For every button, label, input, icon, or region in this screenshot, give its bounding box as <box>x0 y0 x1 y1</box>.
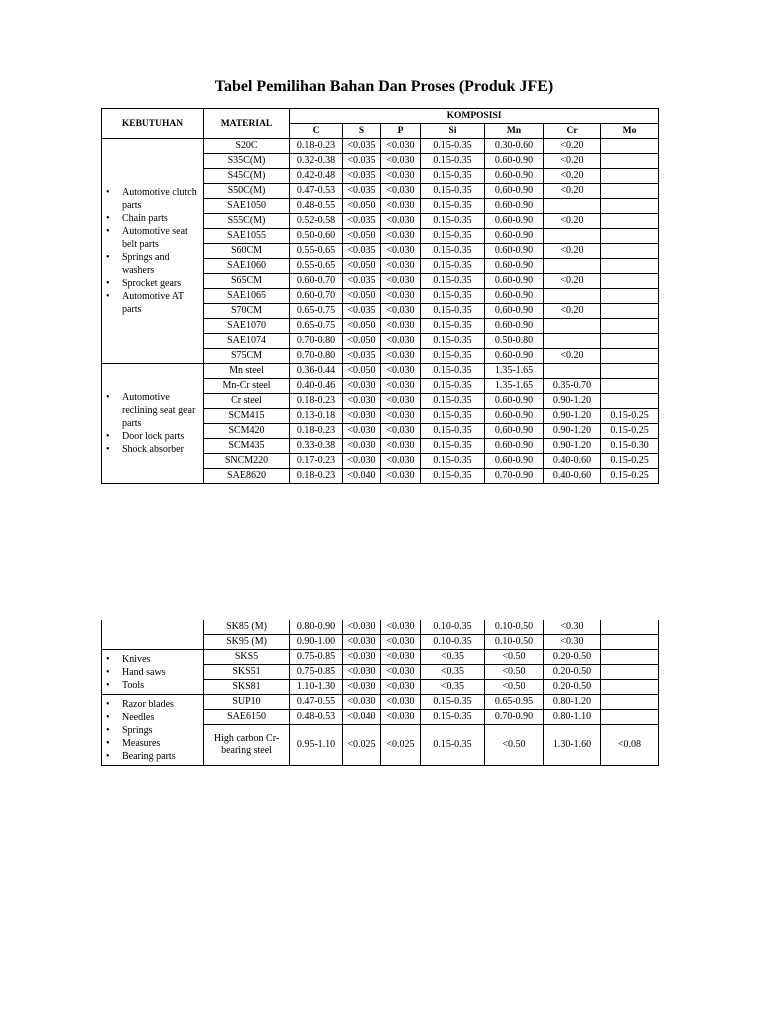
material-cell: SAE1055 <box>204 229 290 244</box>
cr-cell: <0.20 <box>544 244 601 259</box>
header-cr: Cr <box>544 124 601 139</box>
cr-cell: <0.20 <box>544 304 601 319</box>
mo-cell: 0.15-0.25 <box>601 424 659 439</box>
material-table-2 <box>101 620 659 766</box>
mo-cell <box>601 259 659 274</box>
mn-cell: <0.50 <box>485 650 544 665</box>
cr-cell <box>544 319 601 334</box>
mo-cell <box>601 184 659 199</box>
material-cell: S45C(M) <box>204 169 290 184</box>
si-cell: 0.15-0.35 <box>421 334 485 349</box>
mo-cell <box>601 710 659 725</box>
needs-item: • Automotive clutch parts <box>106 186 203 212</box>
mo-cell <box>601 620 659 635</box>
p-cell: <0.030 <box>381 274 421 289</box>
p-cell: <0.030 <box>381 439 421 454</box>
material-cell: SK85 (M) <box>204 620 290 635</box>
c-cell: 0.18-0.23 <box>290 394 343 409</box>
cr-cell <box>544 364 601 379</box>
cr-cell: <0.30 <box>544 620 601 635</box>
c-cell: 0.18-0.23 <box>290 469 343 484</box>
material-cell: S55C(M) <box>204 214 290 229</box>
material-cell: SAE1065 <box>204 289 290 304</box>
mn-cell: <0.50 <box>485 725 544 766</box>
si-cell: 0.15-0.35 <box>421 154 485 169</box>
header-si: Si <box>421 124 485 139</box>
material-cell: High carbon Cr-bearing steel <box>204 725 290 766</box>
table1-body <box>102 139 659 484</box>
needs-cell <box>102 695 204 766</box>
cr-cell: 0.20-0.50 <box>544 650 601 665</box>
si-cell: 0.15-0.35 <box>421 304 485 319</box>
p-cell: <0.030 <box>381 635 421 650</box>
c-cell: 0.95-1.10 <box>290 725 343 766</box>
mo-cell: <0.08 <box>601 725 659 766</box>
s-cell: <0.035 <box>343 304 381 319</box>
p-cell: <0.030 <box>381 394 421 409</box>
mo-cell: 0.15-0.25 <box>601 469 659 484</box>
c-cell: 1.10-1.30 <box>290 680 343 695</box>
material-cell: Cr steel <box>204 394 290 409</box>
material-cell: S20C <box>204 139 290 154</box>
needs-cell <box>102 364 204 484</box>
needs-item: • Springs <box>106 724 203 737</box>
cr-cell: <0.20 <box>544 184 601 199</box>
cr-cell: <0.20 <box>544 154 601 169</box>
mn-cell: 0.60-0.90 <box>485 169 544 184</box>
c-cell: 0.36-0.44 <box>290 364 343 379</box>
s-cell: <0.030 <box>343 424 381 439</box>
p-cell: <0.030 <box>381 695 421 710</box>
mo-cell <box>601 274 659 289</box>
material-cell: S75CM <box>204 349 290 364</box>
material-cell: SAE1050 <box>204 199 290 214</box>
c-cell: 0.48-0.55 <box>290 199 343 214</box>
si-cell: 0.15-0.35 <box>421 184 485 199</box>
header-mn: Mn <box>485 124 544 139</box>
cr-cell: 0.90-1.20 <box>544 409 601 424</box>
si-cell: <0.35 <box>421 680 485 695</box>
needs-item: • Tools <box>106 679 203 692</box>
material-cell: S70CM <box>204 304 290 319</box>
p-cell: <0.030 <box>381 214 421 229</box>
mo-cell <box>601 695 659 710</box>
c-cell: 0.65-0.75 <box>290 304 343 319</box>
header-s: S <box>343 124 381 139</box>
si-cell: 0.15-0.35 <box>421 439 485 454</box>
si-cell: 0.15-0.35 <box>421 409 485 424</box>
c-cell: 0.33-0.38 <box>290 439 343 454</box>
s-cell: <0.030 <box>343 695 381 710</box>
cr-cell: 1.30-1.60 <box>544 725 601 766</box>
table2-body <box>102 620 659 766</box>
s-cell: <0.030 <box>343 665 381 680</box>
c-cell: 0.65-0.75 <box>290 319 343 334</box>
needs-item: • Chain parts <box>106 212 203 225</box>
mo-cell <box>601 244 659 259</box>
material-cell: S65CM <box>204 274 290 289</box>
needs-item: • Door lock parts <box>106 430 203 443</box>
cr-cell: <0.30 <box>544 635 601 650</box>
mn-cell: 0.60-0.90 <box>485 274 544 289</box>
table-row <box>102 650 659 665</box>
c-cell: 0.40-0.46 <box>290 379 343 394</box>
material-cell: Mn steel <box>204 364 290 379</box>
mn-cell: 0.60-0.90 <box>485 214 544 229</box>
c-cell: 0.75-0.85 <box>290 650 343 665</box>
c-cell: 0.60-0.70 <box>290 274 343 289</box>
p-cell: <0.030 <box>381 229 421 244</box>
table-row <box>102 364 659 379</box>
mo-cell: 0.15-0.30 <box>601 439 659 454</box>
c-cell: 0.55-0.65 <box>290 259 343 274</box>
c-cell: 0.17-0.23 <box>290 454 343 469</box>
material-cell: S50C(M) <box>204 184 290 199</box>
cr-cell: <0.20 <box>544 139 601 154</box>
cr-cell: 0.35-0.70 <box>544 379 601 394</box>
mn-cell: 0.70-0.90 <box>485 710 544 725</box>
si-cell: 0.15-0.35 <box>421 454 485 469</box>
mo-cell <box>601 154 659 169</box>
mn-cell: 0.60-0.90 <box>485 319 544 334</box>
si-cell: 0.15-0.35 <box>421 424 485 439</box>
p-cell: <0.030 <box>381 244 421 259</box>
needs-item: • Shock absorber <box>106 443 203 456</box>
header-komposisi: KOMPOSISI <box>290 109 659 124</box>
s-cell: <0.030 <box>343 379 381 394</box>
cr-cell: <0.20 <box>544 274 601 289</box>
mn-cell: 0.60-0.90 <box>485 244 544 259</box>
p-cell: <0.030 <box>381 259 421 274</box>
s-cell: <0.035 <box>343 154 381 169</box>
header-mo: Mo <box>601 124 659 139</box>
material-cell: SAE1060 <box>204 259 290 274</box>
c-cell: 0.70-0.80 <box>290 349 343 364</box>
mn-cell: 0.60-0.90 <box>485 304 544 319</box>
s-cell: <0.030 <box>343 620 381 635</box>
s-cell: <0.030 <box>343 635 381 650</box>
mn-cell: 1.35-1.65 <box>485 364 544 379</box>
mo-cell <box>601 169 659 184</box>
s-cell: <0.030 <box>343 439 381 454</box>
mo-cell <box>601 379 659 394</box>
si-cell: 0.15-0.35 <box>421 169 485 184</box>
c-cell: 0.47-0.55 <box>290 695 343 710</box>
cr-cell: 0.80-1.20 <box>544 695 601 710</box>
si-cell: 0.15-0.35 <box>421 214 485 229</box>
s-cell: <0.050 <box>343 334 381 349</box>
mn-cell: 0.65-0.95 <box>485 695 544 710</box>
table-row <box>102 695 659 710</box>
p-cell: <0.030 <box>381 184 421 199</box>
c-cell: 0.70-0.80 <box>290 334 343 349</box>
s-cell: <0.035 <box>343 184 381 199</box>
needs-item: • Springs and washers <box>106 251 203 277</box>
mn-cell: 0.60-0.90 <box>485 154 544 169</box>
mn-cell: 0.30-0.60 <box>485 139 544 154</box>
p-cell: <0.025 <box>381 725 421 766</box>
p-cell: <0.030 <box>381 364 421 379</box>
cr-cell: 0.40-0.60 <box>544 469 601 484</box>
mo-cell <box>601 289 659 304</box>
mn-cell: 0.60-0.90 <box>485 199 544 214</box>
mo-cell <box>601 229 659 244</box>
mo-cell <box>601 650 659 665</box>
s-cell: <0.050 <box>343 229 381 244</box>
cr-cell <box>544 229 601 244</box>
c-cell: 0.47-0.53 <box>290 184 343 199</box>
mn-cell: 0.60-0.90 <box>485 229 544 244</box>
s-cell: <0.035 <box>343 139 381 154</box>
s-cell: <0.050 <box>343 289 381 304</box>
mo-cell <box>601 394 659 409</box>
needs-item: • Measures <box>106 737 203 750</box>
s-cell: <0.050 <box>343 364 381 379</box>
p-cell: <0.030 <box>381 154 421 169</box>
material-cell: SK95 (M) <box>204 635 290 650</box>
mo-cell <box>601 199 659 214</box>
s-cell: <0.030 <box>343 409 381 424</box>
mo-cell <box>601 349 659 364</box>
material-cell: SAE1070 <box>204 319 290 334</box>
p-cell: <0.030 <box>381 289 421 304</box>
mo-cell <box>601 304 659 319</box>
p-cell: <0.030 <box>381 199 421 214</box>
cr-cell: 0.20-0.50 <box>544 680 601 695</box>
material-cell: SNCM220 <box>204 454 290 469</box>
p-cell: <0.030 <box>381 349 421 364</box>
cr-cell: <0.20 <box>544 169 601 184</box>
mn-cell: 0.60-0.90 <box>485 439 544 454</box>
p-cell: <0.030 <box>381 469 421 484</box>
s-cell: <0.030 <box>343 650 381 665</box>
mn-cell: 0.60-0.90 <box>485 349 544 364</box>
mn-cell: 0.60-0.90 <box>485 184 544 199</box>
mn-cell: 1.35-1.65 <box>485 379 544 394</box>
cr-cell: 0.40-0.60 <box>544 454 601 469</box>
s-cell: <0.040 <box>343 710 381 725</box>
material-cell: SAE1074 <box>204 334 290 349</box>
needs-item: • Bearing parts <box>106 750 203 763</box>
cr-cell <box>544 334 601 349</box>
si-cell: 0.15-0.35 <box>421 199 485 214</box>
needs-item: • Automotive seat belt parts <box>106 225 203 251</box>
s-cell: <0.035 <box>343 274 381 289</box>
needs-cell <box>102 139 204 364</box>
s-cell: <0.030 <box>343 454 381 469</box>
mo-cell <box>601 319 659 334</box>
s-cell: <0.035 <box>343 169 381 184</box>
si-cell: 0.15-0.35 <box>421 364 485 379</box>
material-cell: SCM415 <box>204 409 290 424</box>
c-cell: 0.52-0.58 <box>290 214 343 229</box>
mn-cell: 0.60-0.90 <box>485 409 544 424</box>
needs-item: • Knives <box>106 653 203 666</box>
s-cell: <0.050 <box>343 319 381 334</box>
c-cell: 0.50-0.60 <box>290 229 343 244</box>
si-cell: <0.35 <box>421 665 485 680</box>
mo-cell: 0.15-0.25 <box>601 454 659 469</box>
c-cell: 0.55-0.65 <box>290 244 343 259</box>
table-row <box>102 139 659 154</box>
p-cell: <0.030 <box>381 680 421 695</box>
si-cell: 0.15-0.35 <box>421 229 485 244</box>
p-cell: <0.030 <box>381 424 421 439</box>
mn-cell: 0.60-0.90 <box>485 289 544 304</box>
mo-cell <box>601 139 659 154</box>
p-cell: <0.030 <box>381 304 421 319</box>
si-cell: <0.35 <box>421 650 485 665</box>
mo-cell <box>601 334 659 349</box>
mo-cell <box>601 364 659 379</box>
material-cell: S60CM <box>204 244 290 259</box>
c-cell: 0.13-0.18 <box>290 409 343 424</box>
mn-cell: 0.70-0.90 <box>485 469 544 484</box>
needs-cell <box>102 620 204 650</box>
needs-item: • Razor blades <box>106 698 203 711</box>
p-cell: <0.030 <box>381 665 421 680</box>
needs-item: • Sprocket gears <box>106 277 203 290</box>
needs-cell <box>102 650 204 695</box>
si-cell: 0.15-0.35 <box>421 379 485 394</box>
material-cell: SCM420 <box>204 424 290 439</box>
mn-cell: 0.60-0.90 <box>485 424 544 439</box>
mo-cell <box>601 635 659 650</box>
cr-cell: 0.20-0.50 <box>544 665 601 680</box>
c-cell: 0.80-0.90 <box>290 620 343 635</box>
si-cell: 0.15-0.35 <box>421 394 485 409</box>
si-cell: 0.15-0.35 <box>421 710 485 725</box>
mo-cell <box>601 680 659 695</box>
si-cell: 0.15-0.35 <box>421 274 485 289</box>
cr-cell <box>544 259 601 274</box>
s-cell: <0.035 <box>343 214 381 229</box>
p-cell: <0.030 <box>381 454 421 469</box>
p-cell: <0.030 <box>381 379 421 394</box>
c-cell: 0.60-0.70 <box>290 289 343 304</box>
material-cell: SKS81 <box>204 680 290 695</box>
p-cell: <0.030 <box>381 139 421 154</box>
cr-cell <box>544 199 601 214</box>
p-cell: <0.030 <box>381 334 421 349</box>
material-cell: SUP10 <box>204 695 290 710</box>
mo-cell: 0.15-0.25 <box>601 409 659 424</box>
needs-item: • Automotive AT parts <box>106 290 203 316</box>
p-cell: <0.030 <box>381 319 421 334</box>
si-cell: 0.15-0.35 <box>421 349 485 364</box>
needs-item: • Needles <box>106 711 203 724</box>
c-cell: 0.18-0.23 <box>290 424 343 439</box>
header-c: C <box>290 124 343 139</box>
c-cell: 0.42-0.48 <box>290 169 343 184</box>
si-cell: 0.15-0.35 <box>421 695 485 710</box>
p-cell: <0.030 <box>381 650 421 665</box>
p-cell: <0.030 <box>381 620 421 635</box>
cr-cell <box>544 289 601 304</box>
cr-cell: 0.80-1.10 <box>544 710 601 725</box>
material-cell: SAE6150 <box>204 710 290 725</box>
mn-cell: 0.60-0.90 <box>485 394 544 409</box>
si-cell: 0.15-0.35 <box>421 259 485 274</box>
c-cell: 0.48-0.53 <box>290 710 343 725</box>
si-cell: 0.15-0.35 <box>421 469 485 484</box>
s-cell: <0.040 <box>343 469 381 484</box>
header-p: P <box>381 124 421 139</box>
mo-cell <box>601 665 659 680</box>
s-cell: <0.035 <box>343 244 381 259</box>
s-cell: <0.035 <box>343 349 381 364</box>
s-cell: <0.030 <box>343 680 381 695</box>
cr-cell: <0.20 <box>544 349 601 364</box>
table-row <box>102 620 659 635</box>
p-cell: <0.030 <box>381 169 421 184</box>
mn-cell: 0.10-0.50 <box>485 620 544 635</box>
si-cell: 0.15-0.35 <box>421 319 485 334</box>
mn-cell: 0.60-0.90 <box>485 259 544 274</box>
s-cell: <0.030 <box>343 394 381 409</box>
c-cell: 0.75-0.85 <box>290 665 343 680</box>
material-cell: Mn-Cr steel <box>204 379 290 394</box>
cr-cell: <0.20 <box>544 214 601 229</box>
mn-cell: 0.60-0.90 <box>485 454 544 469</box>
si-cell: 0.15-0.35 <box>421 139 485 154</box>
mn-cell: <0.50 <box>485 680 544 695</box>
material-cell: S35C(M) <box>204 154 290 169</box>
header-kebutuhan: KEBUTUHAN <box>102 109 204 139</box>
material-cell: SKS5 <box>204 650 290 665</box>
needs-item: • Hand saws <box>106 666 203 679</box>
material-cell: SCM435 <box>204 439 290 454</box>
page-title: Tabel Pemilihan Bahan Dan Proses (Produk JFE) <box>214 78 554 95</box>
si-cell: 0.15-0.35 <box>421 289 485 304</box>
cr-cell: 0.90-1.20 <box>544 394 601 409</box>
s-cell: <0.025 <box>343 725 381 766</box>
needs-item: • Automotive reclining seat gear parts <box>106 391 203 430</box>
p-cell: <0.030 <box>381 710 421 725</box>
header-material: MATERIAL <box>204 109 290 139</box>
mn-cell: 0.50-0.80 <box>485 334 544 349</box>
c-cell: 0.32-0.38 <box>290 154 343 169</box>
mo-cell <box>601 214 659 229</box>
mn-cell: 0.10-0.50 <box>485 635 544 650</box>
c-cell: 0.90-1.00 <box>290 635 343 650</box>
material-table-1 <box>101 108 659 484</box>
p-cell: <0.030 <box>381 409 421 424</box>
material-cell: SAE8620 <box>204 469 290 484</box>
s-cell: <0.050 <box>343 199 381 214</box>
mn-cell: <0.50 <box>485 665 544 680</box>
cr-cell: 0.90-1.20 <box>544 439 601 454</box>
cr-cell: 0.90-1.20 <box>544 424 601 439</box>
material-cell: SKS51 <box>204 665 290 680</box>
si-cell: 0.15-0.35 <box>421 244 485 259</box>
c-cell: 0.18-0.23 <box>290 139 343 154</box>
s-cell: <0.050 <box>343 259 381 274</box>
si-cell: 0.10-0.35 <box>421 620 485 635</box>
si-cell: 0.15-0.35 <box>421 725 485 766</box>
si-cell: 0.10-0.35 <box>421 635 485 650</box>
